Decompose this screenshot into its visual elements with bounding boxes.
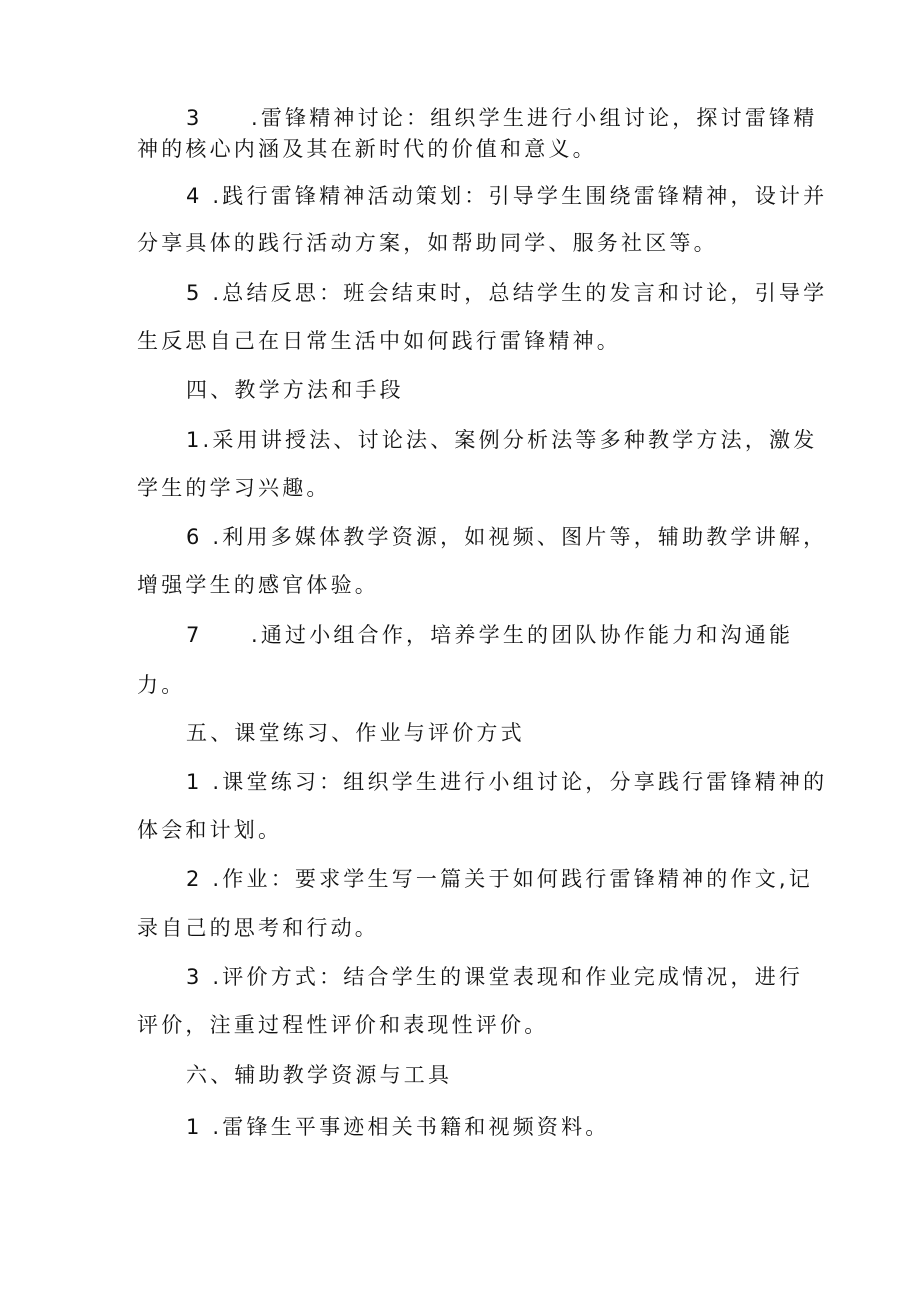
section-heading: 六、辅助教学资源与工具 [186,1063,453,1087]
section-heading: 四、教学方法和手段 [186,378,404,402]
text-line: 生反思自己在日常生活中如何践行雷锋精神。 [137,329,621,353]
text-line: 体会和计划。 [137,818,283,842]
text-line: 2 .作业：要求学生写一篇关于如何践行雷锋精神的作文,记 [186,867,813,891]
text-line: 神的核心内涵及其在新时代的价值和意义。 [137,137,597,161]
text-line: 6 .利用多媒体教学资源，如视频、图片等，辅助教学讲解， [186,525,828,549]
text-line: 5 .总结反思：班会结束时，总结学生的发言和讨论，引导学 [186,281,828,305]
section-heading: 五、课堂练习、作业与评价方式 [186,721,525,745]
text-line: 3 .雷锋精神讨论：组织学生进行小组讨论，探讨雷锋精 [186,106,818,130]
text-line: 录自己的思考和行动。 [137,916,379,940]
text-line: 增强学生的感官体验。 [137,573,379,597]
text-line: 评价，注重过程性评价和表现性评价。 [137,1013,549,1037]
text-line: 学生的学习兴趣。 [137,476,331,500]
text-line: 3 .评价方式：结合学生的课堂表现和作业完成情况，进行 [186,965,804,989]
text-line: 1 .课堂练习：组织学生进行小组讨论，分享践行雷锋精神的 [186,770,828,794]
text-line: 力。 [137,673,186,697]
text-line: 分享具体的践行活动方案，如帮助同学、服务社区等。 [137,231,718,255]
text-line: 1.采用讲授法、讨论法、案例分析法等多种教学方法，激发 [186,428,818,452]
text-line: 4 .践行雷锋精神活动策划：引导学生围绕雷锋精神，设计并 [186,184,828,208]
text-line: 1 .雷锋生平事迹相关书籍和视频资料。 [186,1115,610,1139]
text-line: 7 .通过小组合作，培养学生的团队协作能力和沟通能 [186,623,794,647]
